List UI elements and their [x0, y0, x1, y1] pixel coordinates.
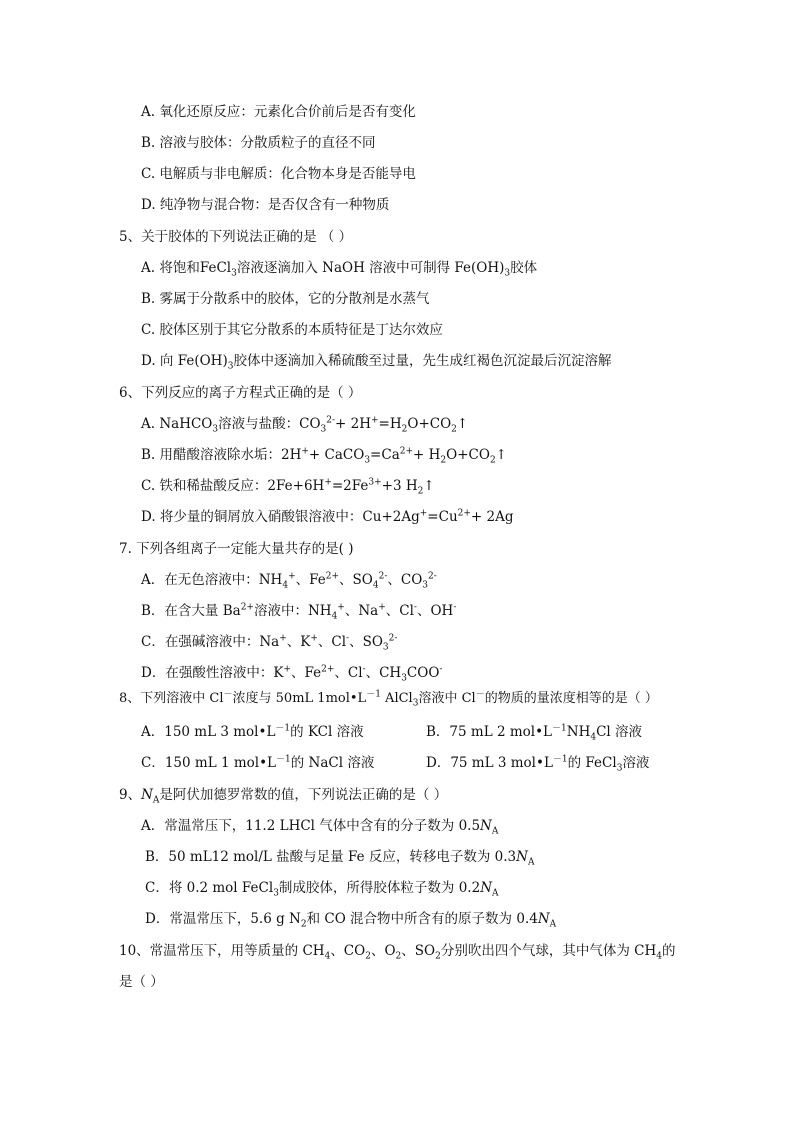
q4-option-d: D. 纯净物与混合物：是否仅含有一种物质: [141, 197, 390, 213]
q7-option-b: B．在含大量 $Ba^{2+}$溶液中：$NH_4^+$、Na+、Cl-、OH-: [141, 602, 457, 622]
q7-option-a: A．在无色溶液中：$NH_4^+$、$Fe^{2+}$、$SO_4^{2-}$、$CO_3^{2-}$: [141, 571, 437, 591]
q6-option-c: C. 铁和稀盐酸反应：$2Fe+6H^+=2Fe^{3+}+3$ $H_2↑$: [141, 477, 435, 497]
q9-option-a: A．常温常压下，11.2 LHCl 气体中含有的分子数为 $0.5N_A$: [141, 818, 499, 837]
q4-option-a: A. 氧化还原反应：元素化合价前后是否有变化: [141, 104, 416, 120]
q4-option-b: B. 溶液与胶体：分散质粒子的直径不同: [141, 135, 376, 151]
q10-stem-line2: 是（ ）: [119, 974, 164, 990]
q8-option-b: B．75 mL 2 $mol•L^{-1}NH_4Cl$ 溶液: [426, 723, 643, 743]
q7-option-d: D．在强酸性溶液中：K+、$Fe^{2+}$、Cl-、$CH_3COO^-$: [141, 664, 443, 684]
q5-option-d: D. 向 $Fe(OH)_3$胶体中逐滴加入稀硫酸至过量，先生成红褐色沉淀最后沉淀溶解: [141, 353, 612, 372]
q6-option-d: D. 将少量的铜屑放入硝酸银溶液中：$Cu+2Ag^+=Cu^{2+}+ 2Ag$: [141, 508, 514, 525]
q7-option-c: C．在强碱溶液中：Na+、K+、Cl-、$SO_3^{2-}$: [141, 633, 398, 653]
q5-option-a: A. 将饱和FeCl$_3$溶液逐滴加入 NaOH 溶液中可制得 $Fe(OH)_3$胶体: [141, 260, 538, 279]
q5-option-b: B. 雾属于分散系中的胶体，它的分散剂是水蒸气: [141, 291, 430, 307]
q9-stem: 9、$N_A$是阿伏加德罗常数的值，下列说法正确的是（ ）: [119, 787, 448, 806]
q8-option-a: A．150 mL 3 $mol•L^{-1}$的 KCl 溶液: [141, 723, 364, 740]
q7-stem: 7. 下列各组离子一定能大量共存的是( ): [119, 541, 354, 557]
q10-stem-line1: 10、常温常压下，用等质量的 $CH_4$、$CO_2$、$O_2$、$SO_2$分别吹出四个气球，其中气体为 $CH_4$的: [119, 943, 676, 962]
q8-stem: 8、下列溶液中 Cl－浓度与 50mL $1mol•L^{-1}$ AlCl$_3$溶液中 Cl－的物质的量浓度相等的是（ ）: [119, 689, 658, 709]
q9-option-d: D．常温常压下，5.6 g $N_2$和 CO 混合物中所含有的原子数为 $0.4N_A$: [145, 911, 557, 930]
q9-option-c: C．将 0.2 mol FeCl$_3$制成胶体，所得胶体粒子数为 $0.2N_A$: [145, 880, 499, 899]
q6-stem: 6、下列反应的离子方程式正确的是（ ）: [119, 385, 362, 401]
q8-option-d: D．75 mL 3 $mol•L^{-1}$的 FeCl$_3$溶液: [426, 754, 650, 774]
q9-option-b: B．50 mL12 mol/L 盐酸与足量 Fe 反应，转移电子数为 $0.3N_A$: [145, 849, 535, 868]
q5-stem: 5、关于胶体的下列说法正确的是 （ ）: [119, 229, 353, 245]
q4-option-c: C. 电解质与非电解质：化合物本身是否能导电: [141, 166, 416, 182]
q6-option-b: B. 用醋酸溶液除水垢：$2H^++ CaCO_3=Ca^{2+}+$ $H_2O+CO_2↑$: [141, 446, 507, 466]
q6-option-a: A. NaHCO$_3$溶液与盐酸：$CO_3^{2-}+$ $2H^+=H_2O+CO_2↑$: [141, 415, 469, 435]
q5-option-c: C. 胶体区别于其它分散系的本质特征是丁达尔效应: [141, 322, 443, 338]
q8-option-c: C．150 mL 1 $mol•L^{-1}$的 NaCl 溶液: [141, 754, 375, 771]
